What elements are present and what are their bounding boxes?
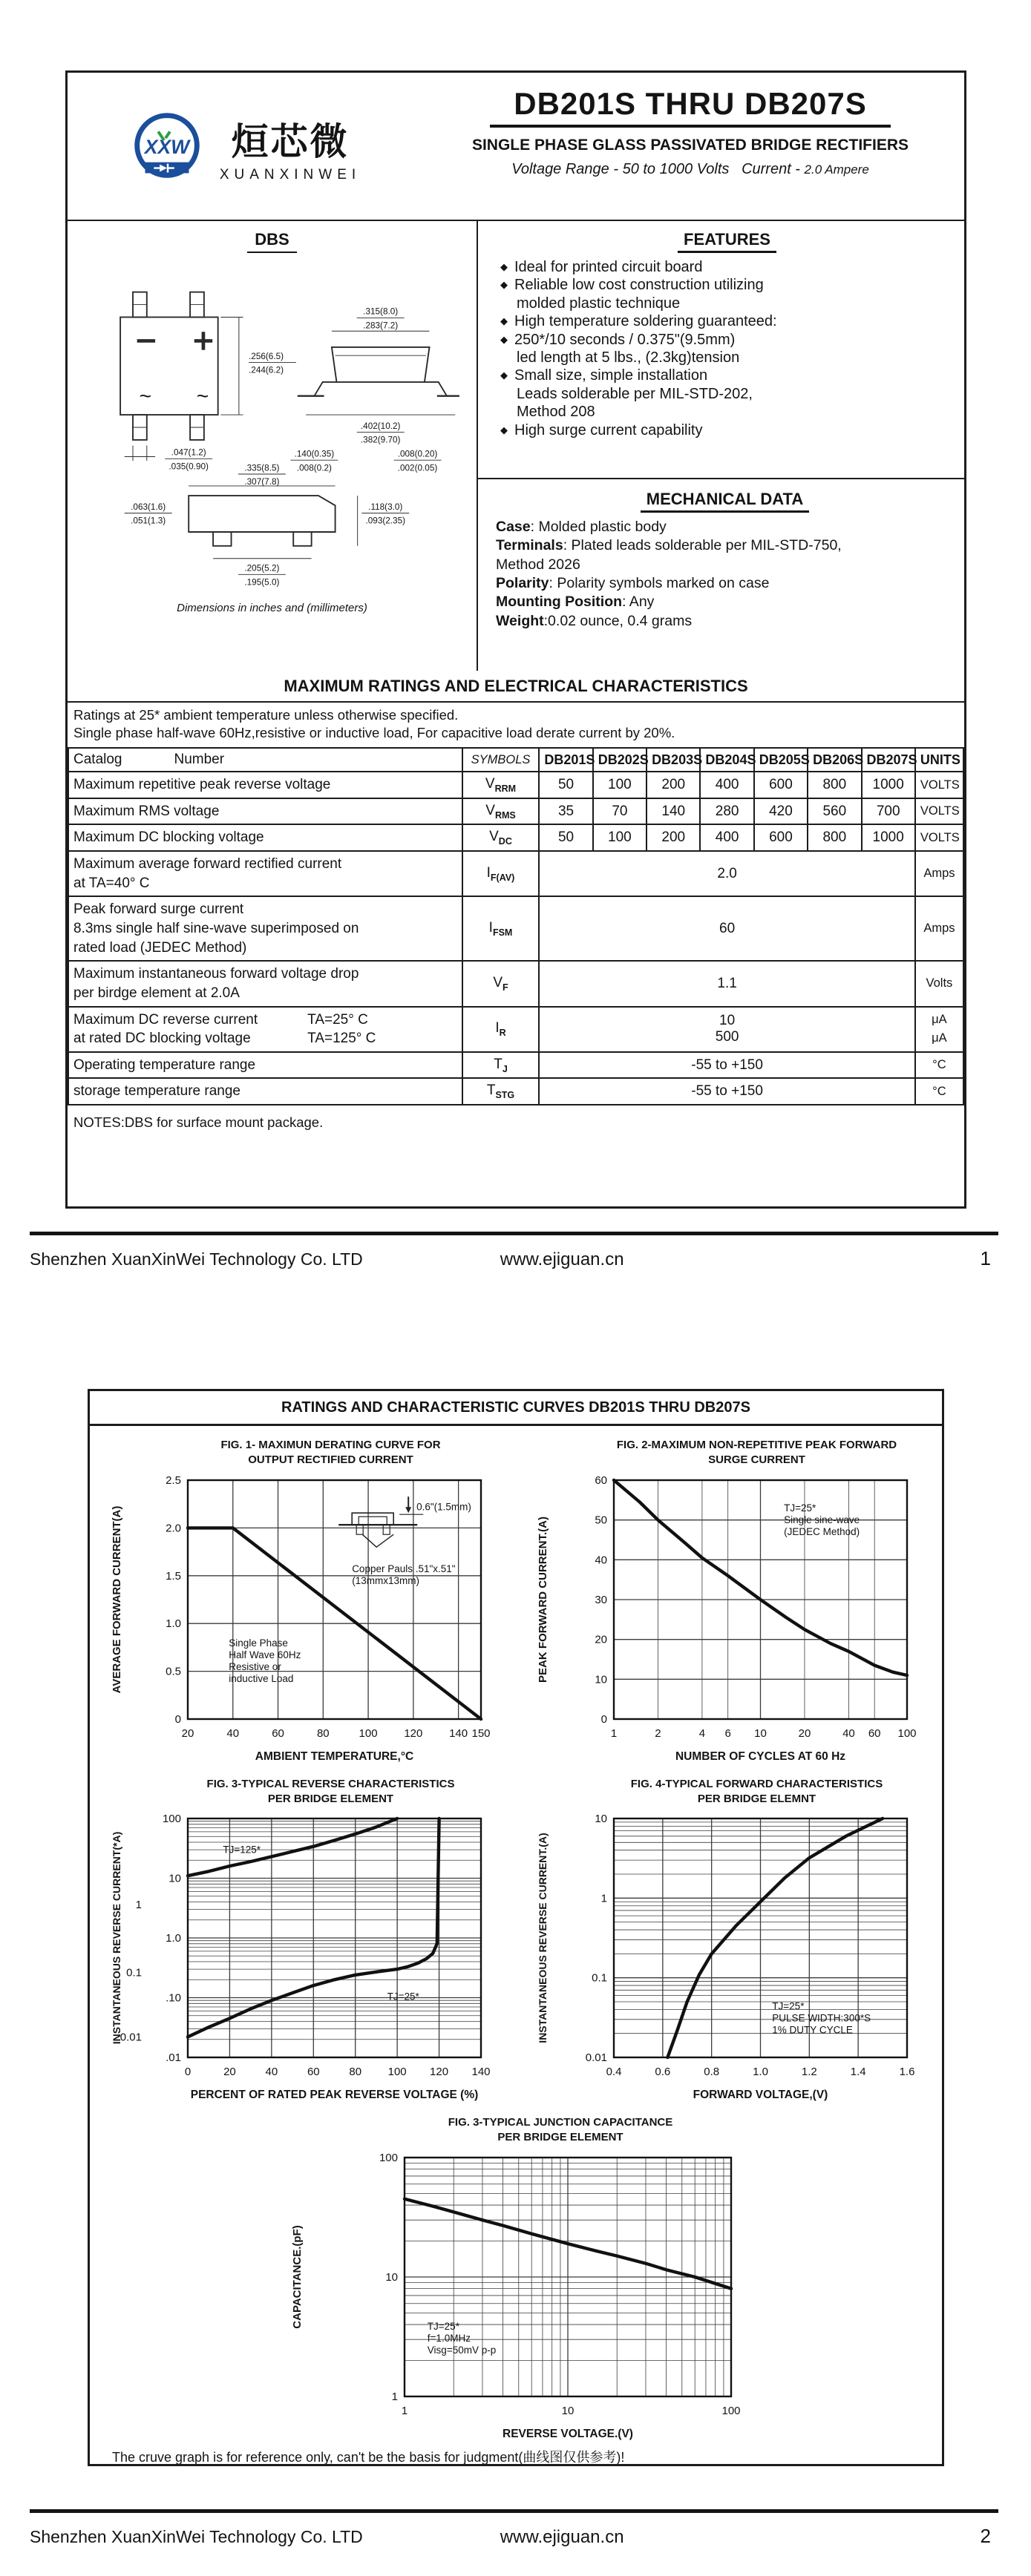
row-value: 700 [862, 798, 915, 825]
feature-item [500, 312, 954, 330]
page1-header [68, 73, 964, 221]
header-symbols: SYMBOLS [462, 748, 540, 772]
svg-text:.093(2.35): .093(2.35) [364, 516, 405, 526]
svg-text:140: 140 [471, 2066, 491, 2078]
svg-text:.256(6.5): .256(6.5) [248, 351, 284, 361]
page-1 [65, 70, 966, 1209]
row-description: Maximum average forward rectified current at TA=40° C [68, 851, 462, 896]
svg-text:0.6: 0.6 [655, 2066, 671, 2078]
logo-icon [123, 104, 211, 191]
row-units: Amps [915, 896, 963, 961]
header-device: DB203S [647, 748, 700, 772]
row-value: 800 [808, 824, 861, 851]
mechanical-line: Mounting Position: Any [496, 594, 655, 611]
row-merged-value: 2.0 [539, 851, 915, 896]
feature-line: ◆ 250*/10 seconds / 0.375"(9.5mm) [500, 331, 736, 348]
page2-title: RATINGS AND CHARACTERISTIC CURVES DB201S THRU DB207S [90, 1391, 942, 1426]
svg-text:.335(8.5): .335(8.5) [243, 463, 279, 473]
svg-text:1.0: 1.0 [166, 1617, 181, 1630]
table-header-row [68, 748, 963, 772]
svg-text:0.8: 0.8 [704, 2066, 720, 2078]
row-units: Volts [915, 961, 963, 1006]
svg-text:100: 100 [379, 2151, 398, 2164]
row-units: VOLTS [915, 772, 963, 798]
table-row [68, 961, 963, 1006]
svg-text:0.4: 0.4 [606, 2066, 622, 2078]
header-units: UNITS [915, 748, 963, 772]
svg-text:80: 80 [349, 2066, 362, 2078]
features-list [500, 258, 954, 439]
logo-chinese-name: 烜芯微 [231, 121, 350, 162]
logo-wordmark [220, 112, 361, 183]
svg-text:140: 140 [449, 1726, 468, 1740]
row-units: VOLTS [915, 824, 963, 851]
svg-text:Single sine-wave: Single sine-wave [784, 1514, 860, 1525]
header-device: DB204S [700, 748, 753, 772]
figure-title: FIG. 4-TYPICAL FORWARD CHARACTERISTICS PER BRIDGE ELEMNT [630, 1777, 883, 1805]
svg-text:40: 40 [265, 2066, 278, 2078]
svg-text:20: 20 [595, 1633, 607, 1646]
svg-text:0.1: 0.1 [126, 1966, 142, 1979]
svg-text:INSTANTANEOUS REVERSE CURRENT.: INSTANTANEOUS REVERSE CURRENT.(A) [537, 1833, 549, 2043]
svg-text:.118(3.0): .118(3.0) [367, 502, 402, 512]
figure-plot [102, 1807, 503, 2103]
feature-line: ◆ High temperature soldering guaranteed: [500, 313, 777, 330]
row-value: 560 [808, 798, 861, 825]
page-2 [88, 1389, 944, 2466]
mechanical-line: Method 2026 [496, 556, 580, 573]
svg-text:inductive Load: inductive Load [229, 1672, 294, 1684]
mechanical-line: Case: Molded plastic body [496, 519, 667, 535]
svg-text:.205(5.2): .205(5.2) [243, 563, 279, 574]
svg-text:10: 10 [385, 2270, 398, 2284]
svg-text:AMBIENT TEMPERATURE,°C: AMBIENT TEMPERATURE,°C [255, 1749, 414, 1763]
row-value: 70 [593, 798, 647, 825]
row-value: 1000 [862, 772, 915, 798]
svg-text:0.6"(1.5mm): 0.6"(1.5mm) [416, 1500, 471, 1512]
svg-text:80: 80 [316, 1726, 330, 1740]
package-drawing-column [68, 221, 478, 671]
table-row [68, 1078, 963, 1105]
svg-text:Copper Pauls .51"x.51": Copper Pauls .51"x.51" [352, 1563, 456, 1574]
svg-text:0.5: 0.5 [166, 1665, 181, 1678]
chart-fig4-forward [528, 1777, 929, 2104]
package-name: DBS [247, 230, 296, 253]
row-symbol: $V_{DC}$ [462, 824, 540, 851]
row-symbol: $V_{RMS}$ [462, 798, 540, 825]
row-merged-value: 10 500 [539, 1007, 915, 1052]
svg-text:.063(1.6): .063(1.6) [130, 502, 166, 512]
svg-text:.140(0.35): .140(0.35) [294, 449, 334, 459]
table-row [68, 851, 963, 896]
header-device: DB205S [754, 748, 808, 772]
figure-title: FIG. 2-MAXIMUM NON-REPETITIVE PEAK FORWARD SURGE CURRENT [616, 1439, 897, 1467]
svg-text:0: 0 [600, 1712, 607, 1726]
mechanical-list [496, 518, 954, 631]
svg-text:.008(0.20): .008(0.20) [397, 449, 437, 459]
header-device: DB201S [539, 748, 592, 772]
row-units: μA μA [915, 1007, 963, 1052]
row-description: Maximum RMS voltage [68, 798, 462, 825]
svg-text:(JEDEC Method): (JEDEC Method) [784, 1525, 860, 1537]
row-value: 600 [754, 772, 808, 798]
header-device: DB206S [808, 748, 861, 772]
features-heading: FEATURES [500, 230, 954, 249]
row-value: 280 [700, 798, 753, 825]
row-value: 100 [593, 772, 647, 798]
svg-text:1% DUTY CYCLE: 1% DUTY CYCLE [772, 2024, 853, 2036]
svg-text:.283(7.2): .283(7.2) [362, 321, 398, 331]
mechanical-line: Terminals: Plated leads solderable per MIL-STD-750, [496, 537, 842, 554]
table-row [68, 896, 963, 961]
svg-text:.008(0.2): .008(0.2) [296, 463, 332, 473]
svg-text:10: 10 [168, 1872, 181, 1885]
current-label: Current - [742, 161, 800, 177]
row-units: VOLTS [915, 798, 963, 825]
svg-text:TJ=25*: TJ=25* [387, 1991, 419, 2002]
svg-text:150: 150 [471, 1726, 491, 1740]
svg-text:1.5: 1.5 [166, 1569, 181, 1583]
svg-text:1: 1 [135, 1898, 142, 1911]
footer-page-number: 1 [980, 1247, 991, 1269]
row-symbol: $I_{FSM}$ [462, 896, 540, 961]
footer-company: Shenzhen XuanXinWei Technology Co. LTD [30, 1249, 363, 1269]
feature-item [500, 331, 954, 367]
svg-text:REVERSE VOLTAGE.(V): REVERSE VOLTAGE.(V) [503, 2427, 633, 2440]
svg-text:~: ~ [196, 384, 209, 408]
row-value: 100 [593, 824, 647, 851]
row-value: 200 [647, 824, 700, 851]
row-value: 140 [647, 798, 700, 825]
features-section [478, 221, 964, 479]
row-description: Maximum repetitive peak reverse voltage [68, 772, 462, 798]
svg-text:2.5: 2.5 [166, 1473, 181, 1487]
svg-text:120: 120 [404, 1726, 423, 1740]
row-symbol: $T_J$ [462, 1052, 540, 1079]
page1-footer [30, 1232, 998, 1270]
row-value: 400 [700, 772, 753, 798]
svg-text:Resistive or: Resistive or [229, 1660, 281, 1672]
figure-title: FIG. 1- MAXIMUN DERATING CURVE FOR OUTPUT RECTIFIED CURRENT [220, 1439, 441, 1467]
svg-text:0.01: 0.01 [585, 2051, 607, 2064]
title-block [416, 73, 964, 220]
table-row [68, 824, 963, 851]
chart-fig2-surge [528, 1438, 929, 1765]
feature-line: Leads solderable per MIL-STD-202, [517, 385, 753, 402]
row-value: 800 [808, 772, 861, 798]
figure-row-2 [90, 1777, 942, 2104]
svg-text:.244(6.2): .244(6.2) [248, 365, 284, 375]
svg-text:40: 40 [842, 1726, 855, 1740]
footer-page-number: 2 [980, 2525, 991, 2547]
row-value: 200 [647, 772, 700, 798]
svg-text:CAPACITANCE.(pF): CAPACITANCE.(pF) [291, 2224, 304, 2329]
svg-text:1.6: 1.6 [899, 2066, 915, 2078]
svg-text:50: 50 [595, 1514, 607, 1527]
footer-rule [30, 2509, 998, 2513]
svg-text:1: 1 [401, 2404, 408, 2417]
row-symbol: $V_F$ [462, 961, 540, 1006]
svg-text:FORWARD VOLTAGE,(V): FORWARD VOLTAGE,(V) [693, 2089, 828, 2101]
svg-text:.307(7.8): .307(7.8) [243, 477, 279, 487]
svg-text:20: 20 [181, 1726, 194, 1740]
footer-company: Shenzhen XuanXinWei Technology Co. LTD [30, 2527, 363, 2546]
svg-text:1.0: 1.0 [166, 1932, 181, 1945]
feature-item [500, 421, 954, 439]
row-units: °C [915, 1052, 963, 1079]
svg-text:60: 60 [595, 1473, 607, 1487]
svg-text:Visg=50mV p-p: Visg=50mV p-p [427, 2344, 497, 2356]
footer-url[interactable]: www.ejiguan.cn [500, 1249, 624, 1269]
page2-footer [30, 2509, 998, 2548]
bullet-icon: ◆ [500, 315, 508, 327]
row-value: 50 [539, 824, 592, 851]
svg-text:TJ=125*: TJ=125* [223, 1844, 261, 1856]
package-outline-drawing [72, 253, 473, 602]
page-subtitle: SINGLE PHASE GLASS PASSIVATED BRIDGE RECTIFIERS [471, 137, 909, 154]
table-row [68, 1007, 963, 1052]
svg-text:10: 10 [595, 1813, 607, 1825]
row-description: Maximum DC reverse current TA=25° C at rated DC blocking voltage TA=125° C [68, 1007, 462, 1052]
svg-text:f=1.0MHz: f=1.0MHz [427, 2332, 471, 2344]
title-underline [490, 125, 891, 128]
feature-line: ◆ High surge current capability [500, 421, 703, 438]
chart-fig1-derating [102, 1438, 503, 1765]
figure-plot [102, 1468, 503, 1765]
svg-text:30: 30 [595, 1593, 607, 1606]
feature-item [500, 276, 954, 312]
svg-text:0.1: 0.1 [592, 1971, 607, 1985]
svg-text:20: 20 [223, 2066, 236, 2078]
row-merged-value: 60 [539, 896, 915, 961]
company-logo [68, 73, 416, 220]
figure-title: FIG. 3-TYPICAL JUNCTION CAPACITANCE PER BRIDGE ELEMENT [448, 2116, 673, 2144]
table-row [68, 1052, 963, 1079]
figure-row-3 [90, 2115, 942, 2442]
svg-text:.315(8.0): .315(8.0) [362, 306, 398, 317]
svg-text:100: 100 [897, 1726, 917, 1740]
table-notes: NOTES:DBS for surface mount package. [73, 1114, 324, 1131]
current-value: 2.0 Ampere [804, 162, 869, 177]
svg-text:20: 20 [798, 1726, 811, 1740]
svg-text:60: 60 [307, 2066, 320, 2078]
svg-text:10: 10 [561, 2404, 575, 2417]
features-mechanical-column [478, 221, 964, 671]
feature-line: ◆ Reliable low cost construction utilizing [500, 277, 764, 294]
svg-text:1: 1 [600, 1892, 607, 1905]
ratings-note-2: Single phase half-wave 60Hz,resistive or inductive load, For capacitive load derate current by 20%. [73, 725, 675, 741]
svg-text:.402(10.2): .402(10.2) [360, 421, 400, 431]
svg-text:10: 10 [754, 1726, 767, 1740]
bullet-icon: ◆ [500, 333, 508, 345]
figure-title: FIG. 3-TYPICAL REVERSE CHARACTERISTICS PER BRIDGE ELEMENT [206, 1777, 455, 1805]
svg-text:1: 1 [610, 1726, 618, 1740]
row-description: Operating temperature range [68, 1052, 462, 1079]
feature-line: ◆ Ideal for printed circuit board [500, 259, 703, 275]
svg-text:0: 0 [184, 2066, 192, 2078]
figure-plot [528, 1807, 929, 2103]
svg-text:.047(1.2): .047(1.2) [171, 447, 206, 458]
page-title: DB201S THRU DB207S [514, 86, 867, 121]
bullet-icon: ◆ [500, 369, 508, 381]
svg-text:.01: .01 [166, 2051, 181, 2064]
row-description: Peak forward surge current 8.3ms single half sine-wave superimposed on rated load (JEDEC Method) [68, 896, 462, 961]
svg-text:0.01: 0.01 [120, 2031, 142, 2044]
row-merged-value: -55 to +150 [539, 1052, 915, 1079]
header-catalog-number: Catalog Number [68, 748, 462, 772]
mechanical-section [478, 479, 964, 631]
svg-text:TJ=25*: TJ=25* [772, 2000, 805, 2012]
row-value: 35 [539, 798, 592, 825]
bullet-icon: ◆ [500, 261, 508, 272]
mechanical-heading: MECHANICAL DATA [496, 490, 954, 509]
svg-text:PERCENT OF RATED PEAK REVERSE: PERCENT OF RATED PEAK REVERSE VOLTAGE (%) [190, 2089, 479, 2101]
range-line [416, 161, 964, 178]
footer-rule [30, 1232, 998, 1235]
voltage-range: Voltage Range - 50 to 1000 Volts [511, 161, 730, 177]
svg-text:1.2: 1.2 [801, 2066, 817, 2078]
footer-url[interactable]: www.ejiguan.cn [500, 2527, 624, 2547]
svg-text:2.0: 2.0 [166, 1521, 181, 1534]
ratings-heading: MAXIMUM RATINGS AND ELECTRICAL CHARACTERISTICS [68, 671, 964, 703]
svg-text:10: 10 [595, 1672, 607, 1686]
feature-line: ◆ Small size, simple installation [500, 367, 708, 384]
svg-text:100: 100 [387, 2066, 407, 2078]
row-description: Maximum DC blocking voltage [68, 824, 462, 851]
mechanical-line: Polarity: Polarity symbols marked on case [496, 575, 770, 592]
svg-text:60: 60 [868, 1726, 881, 1740]
row-description: Maximum instantaneous forward voltage drop per birdge element at 2.0A [68, 961, 462, 1006]
feature-item [500, 367, 954, 421]
row-value: 1000 [862, 824, 915, 851]
svg-text:Single Phase: Single Phase [229, 1637, 288, 1649]
row-merged-value: 1.1 [539, 961, 915, 1006]
svg-text:.195(5.0): .195(5.0) [243, 577, 279, 588]
header-device: DB202S [593, 748, 647, 772]
svg-text:40: 40 [226, 1726, 240, 1740]
svg-text:60: 60 [272, 1726, 284, 1740]
ratings-table [68, 747, 964, 1105]
svg-text:PULSE WIDTH:300*S: PULSE WIDTH:300*S [772, 2012, 871, 2024]
feature-line: molded plastic technique [517, 295, 681, 312]
svg-text:0: 0 [174, 1712, 181, 1726]
svg-text:.051(1.3): .051(1.3) [130, 516, 166, 526]
row-symbol: $I_{F(AV)}$ [462, 851, 540, 896]
svg-text:INSTANTANEOUS REVERSE CURRENT(: INSTANTANEOUS REVERSE CURRENT(*A) [111, 1831, 122, 2045]
svg-text:AVERAGE FORWARD CURRENT(A): AVERAGE FORWARD CURRENT(A) [111, 1505, 123, 1693]
figure-row-1 [90, 1438, 942, 1765]
svg-text:6: 6 [724, 1726, 731, 1740]
svg-text:Half Wave 60Hz: Half Wave 60Hz [229, 1649, 301, 1660]
svg-text:1.4: 1.4 [850, 2066, 866, 2078]
reference-note: The cruve graph is for reference only, can't be the basis for judgment(曲线图仅供参考)! [112, 2449, 625, 2465]
svg-text:~: ~ [139, 384, 151, 408]
svg-text:100: 100 [162, 1813, 181, 1825]
row-value: 600 [754, 824, 808, 851]
figure-plot [528, 1468, 929, 1765]
logo-latin-name: XUANXINWEI [219, 167, 361, 183]
bullet-icon: ◆ [500, 279, 508, 291]
svg-text:.035(0.90): .035(0.90) [168, 461, 209, 472]
feature-line: Method 208 [517, 404, 595, 421]
row-merged-value: -55 to +150 [539, 1078, 915, 1105]
row-units: °C [915, 1078, 963, 1105]
svg-text:XXW: XXW [144, 135, 190, 158]
ratings-notes [68, 703, 964, 747]
svg-text:TJ=25*: TJ=25* [427, 2320, 459, 2332]
svg-text:1: 1 [391, 2390, 398, 2403]
feature-line: led length at 5 lbs., (2.3kg)tension [517, 349, 740, 366]
svg-text:40: 40 [595, 1553, 607, 1566]
page1-middle [68, 221, 964, 671]
row-symbol: $I_R$ [462, 1007, 540, 1052]
mechanical-line: Weight:0.02 ounce, 0.4 grams [496, 612, 693, 629]
svg-text:(13mmx13mm): (13mmx13mm) [352, 1574, 419, 1586]
ratings-note-1: Ratings at 25* ambient temperature unless otherwise specified. [73, 707, 459, 723]
svg-text:.002(0.05): .002(0.05) [397, 463, 437, 473]
row-value: 50 [539, 772, 592, 798]
svg-text:120: 120 [430, 2066, 449, 2078]
figure-plot [278, 2146, 753, 2442]
feature-item [500, 258, 954, 276]
row-symbol: $V_{RRM}$ [462, 772, 540, 798]
header-device: DB207S [862, 748, 915, 772]
svg-text:4: 4 [698, 1726, 706, 1740]
svg-text:.382(9.70): .382(9.70) [360, 435, 400, 445]
svg-text:.10: .10 [166, 1991, 181, 2005]
dimensions-caption: Dimensions in inches and (millimeters) [177, 602, 367, 614]
svg-text:PEAK FORWARD CURRENT.(A): PEAK FORWARD CURRENT.(A) [537, 1516, 549, 1683]
chart-fig3-reverse [102, 1777, 503, 2104]
row-value: 400 [700, 824, 753, 851]
svg-text:100: 100 [359, 1726, 378, 1740]
svg-text:TJ=25*: TJ=25* [784, 1502, 816, 1514]
row-description: storage temperature range [68, 1078, 462, 1105]
table-row [68, 798, 963, 825]
svg-text:NUMBER OF CYCLES AT 60 Hz: NUMBER OF CYCLES AT 60 Hz [675, 1749, 846, 1763]
svg-text:100: 100 [721, 2404, 741, 2417]
row-value: 420 [754, 798, 808, 825]
svg-text:2: 2 [655, 1726, 661, 1740]
bullet-icon: ◆ [500, 424, 508, 436]
svg-text:1.0: 1.0 [753, 2066, 768, 2078]
chart-fig5-capacitance [278, 2115, 753, 2442]
row-units: Amps [915, 851, 963, 896]
row-symbol: $T_{STG}$ [462, 1078, 540, 1105]
table-row [68, 772, 963, 798]
